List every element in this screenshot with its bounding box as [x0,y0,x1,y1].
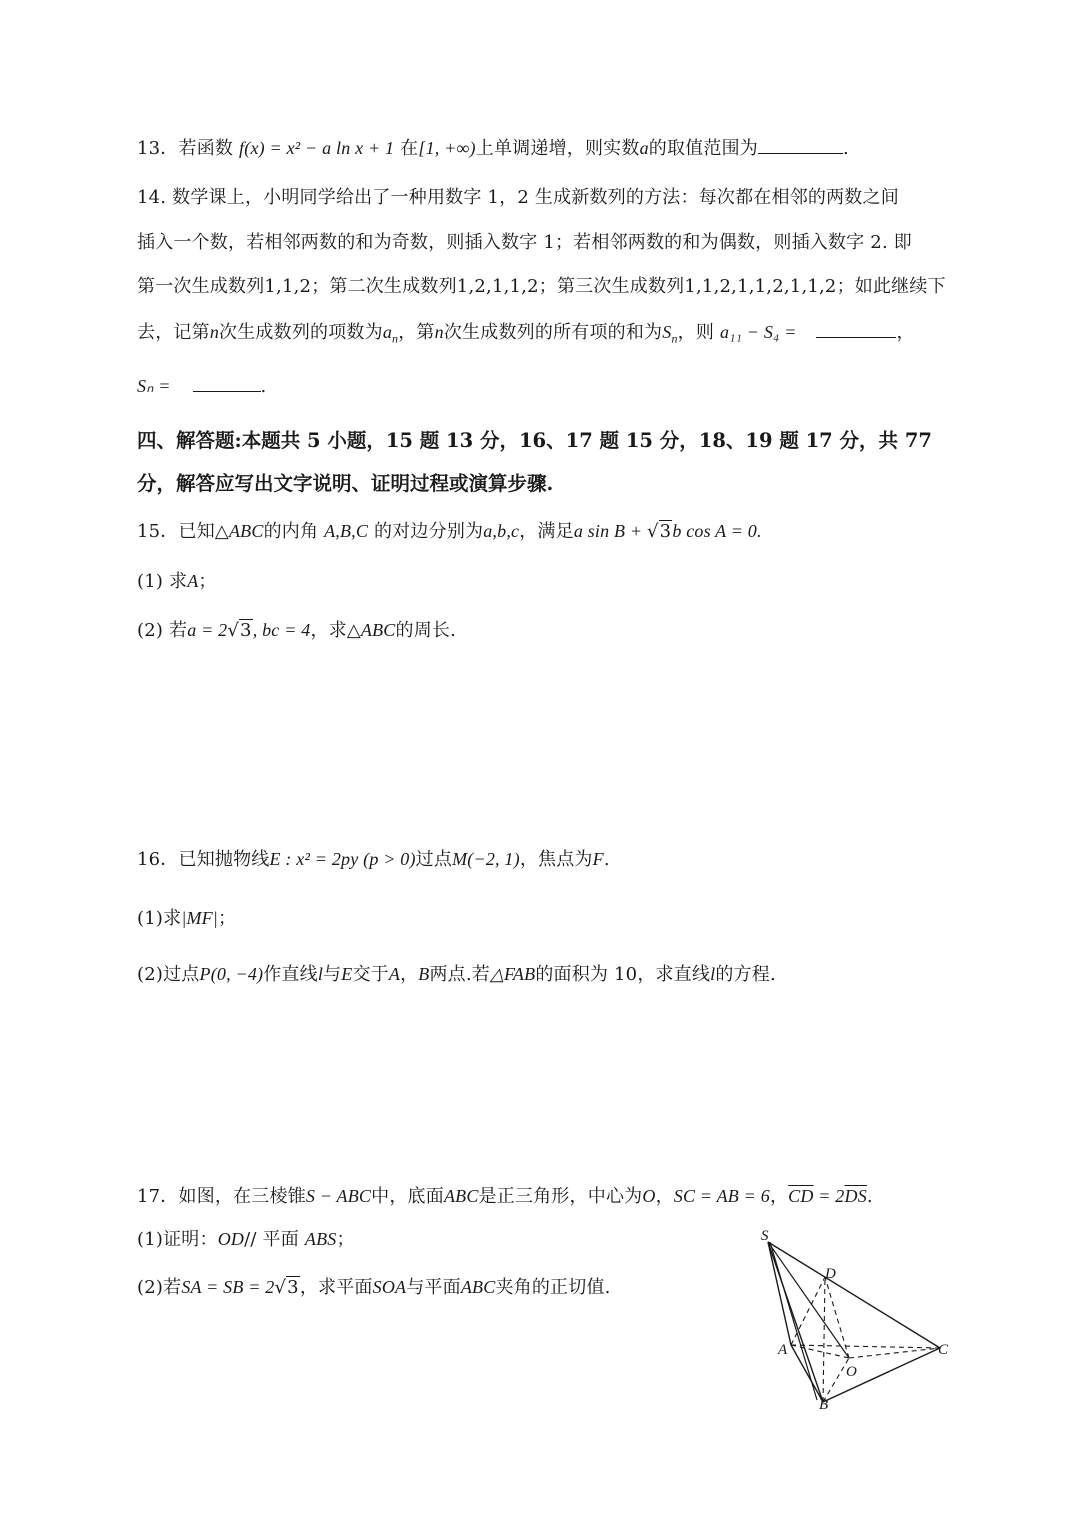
q13-line: 13．若函数 f(x) = x² − a ln x + 1 在[1, +∞)上单调递增，则实数a的取值范围为 . [137,138,849,159]
edge-SB-2 [770,1242,817,1400]
section-heading-line-1: 四、解答题:本题共 5 小题，15 题 13 分，16、17 题 15 分，18、19 题 17 分，共 77 [137,429,932,452]
q15-stem: 15．已知△ABC的内角 A,B,C 的对边分别为a,b,c，满足a sin B + √3b cos A = 0. [137,521,762,542]
edge-SC [768,1242,940,1348]
edge-AD [791,1277,825,1345]
label-C: C [938,1342,949,1358]
q16-part-2: (2)过点P(0, −4)作直线l与E交于A，B两点.若△FAB的面积为 10，求直线l的方程. [137,964,776,985]
edge-OC [849,1348,940,1358]
label-A: A [778,1342,788,1358]
q17-part-1: (1)证明：OD// 平面 ABS； [137,1229,355,1250]
edge-AC [791,1345,940,1348]
q14-expression: a₁₁ − S₄ = [719,322,797,342]
q15-part-1: (1) 求A； [137,571,217,592]
label-O: O [846,1364,857,1380]
q17-stem: 17．如图，在三棱锥S − ABC中，底面ABC是正三角形，中心为O，SC = AB = 6，$\overline{CD} = 2\overline{DS}$. [137,1186,873,1207]
q13-answer-blank [758,139,843,154]
q14-line-2: 插入一个数，若相邻两数的和为奇数，则插入数字 1；若相邻两数的和为偶数，则插入数字 2. 即 [137,232,912,253]
section-heading-line-2: 分，解答应写出文字说明、证明过程或演算步骤. [137,472,554,495]
q13-interval: [1, +∞) [418,138,476,158]
q14-line-5: Sₙ = . [137,376,267,397]
q16-part-1: (1)求|MF|； [137,908,237,929]
q14-line-4: 去，记第n次生成数列的项数为$a_n$，第n次生成数列的所有项的和为$S_n$，则 a₁₁ − S₄ = ， [137,322,915,346]
edge-SO [768,1242,849,1358]
edge-AO [791,1345,849,1358]
label-B: B [819,1397,829,1410]
q15-part-2: (2) 若a = 2√3, bc = 4，求△ABC的周长. [137,620,457,641]
q14-answer-blank-2 [193,377,261,392]
q14-line-1: 14. 数学课上，小明同学给出了一种用数字 1，2 生成新数列的方法：每次都在相邻的两数之间 [137,187,899,208]
q17-part-2: (2)若SA = SB = 2√3，求平面SOA与平面ABC夹角的正切值. [137,1277,611,1298]
label-S: S [761,1230,769,1244]
q14-answer-blank-1 [816,323,896,338]
edge-BC [823,1348,940,1402]
edge-SB [768,1242,823,1402]
q13-function: f(x) = x² − a ln x + 1 [239,138,395,158]
edge-BD [823,1277,825,1402]
tetrahedron-figure [755,1230,955,1410]
q14-line-3: 第一次生成数列1,1,2；第二次生成数列1,2,1,1,2；第三次生成数列1,1,2,1,1,2,1,1,2；如此继续下 [137,276,946,297]
label-D: D [825,1266,836,1282]
q16-stem: 16．已知抛物线E : x² = 2py (p > 0)过点M(−2, 1)，焦点为F. [137,849,610,870]
